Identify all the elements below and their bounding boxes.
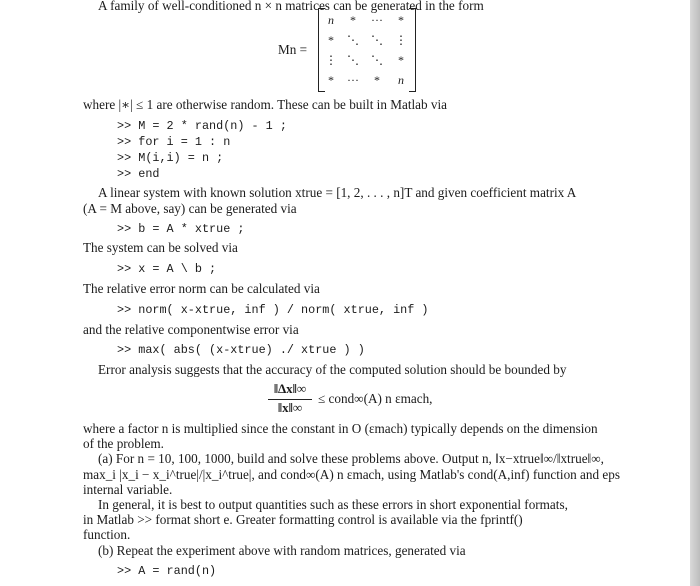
matrix-cell: * — [328, 73, 334, 87]
bound-rhs: ≤ cond∞(A) n εmach, — [318, 391, 433, 406]
code-line: >> for i = 1 : n — [117, 135, 231, 149]
intro-line: A family of well-conditioned n × n matrices can be generated in the form — [98, 0, 484, 13]
matrix-cell: ⋮ — [325, 53, 337, 67]
code-line: >> b = A * xtrue ; — [117, 222, 245, 236]
matrix-cell: ⋱ — [371, 53, 383, 67]
code-line: >> x = A \ b ; — [117, 262, 217, 276]
matrix-cell: ⋱ — [371, 33, 383, 47]
part-b-line: (b) Repeat the experiment above with random matrices, generated via — [98, 543, 466, 558]
matrix-Mn — [318, 8, 416, 90]
code-line: >> max( abs( (x-xtrue) ./ xtrue ) ) — [117, 343, 365, 357]
relative-error-text: The relative error norm can be calculated via — [83, 281, 320, 296]
solve-text: The system can be solved via — [83, 240, 238, 255]
matrix-cell: * — [328, 33, 334, 47]
matrix-cell: * — [398, 53, 404, 67]
general-line: function. — [83, 527, 131, 542]
componentwise-error-text: and the relative componentwise error via — [83, 322, 299, 337]
linear-system-line: A linear system with known solution xtrue = [1, 2, . . . , n]T and given coefficient matrix A — [98, 185, 577, 200]
code-line: >> norm( x-xtrue, inf ) / norm( xtrue, inf ) — [117, 303, 429, 317]
general-line: in Matlab >> format short e. Greater formatting control is available via the fprintf() — [83, 512, 523, 527]
matrix-cell: * — [374, 73, 380, 87]
matrix-cell: ··· — [371, 13, 383, 27]
error-analysis-text: Error analysis suggests that the accuracy of the computed solution should be bounded by — [98, 362, 567, 377]
matrix-cell: ··· — [347, 73, 359, 87]
matrix-cell: n — [398, 73, 404, 87]
part-a-line: max_i |x_i − x_i^true|/|x_i^true|, and cond∞(A) n εmach, using Matlab's cond(A,inf) function and eps — [83, 467, 620, 482]
code-line: >> M = 2 * rand(n) - 1 ; — [117, 119, 287, 133]
general-line: In general, it is best to output quantities such as these errors in short exponential formats, — [98, 497, 568, 512]
code-line: >> M(i,i) = n ; — [117, 151, 224, 165]
matrix-cell: * — [350, 13, 356, 27]
right-bracket — [409, 8, 416, 92]
code-line: >> end — [117, 167, 160, 181]
matrix-cell: * — [398, 13, 404, 27]
where-factor-line: where a factor n is multiplied since the constant in O (εmach) typically depends on the dimension — [83, 421, 598, 436]
bound-denominator: ‖x‖∞ — [277, 400, 303, 415]
matrix-cell: n — [328, 13, 334, 27]
linear-system-line: (A = M above, say) can be generated via — [83, 201, 297, 216]
bound-numerator: ‖Δx‖∞ — [273, 381, 307, 396]
matrix-cell: ⋮ — [395, 33, 407, 47]
matrix-cell: ⋱ — [347, 33, 359, 47]
part-a-line: internal variable. — [83, 482, 173, 497]
code-line: >> A = rand(n) — [117, 564, 217, 578]
where-factor-line: of the problem. — [83, 436, 164, 451]
where-line: where |∗| ≤ 1 are otherwise random. These can be built in Matlab via — [83, 97, 447, 112]
page-edge-shadow — [690, 0, 700, 586]
part-a-line: (a) For n = 10, 100, 1000, build and solve these problems above. Output n, ‖x−xtrue‖∞/‖xtrue‖∞, — [98, 451, 604, 466]
matrix-label: Mn = — [278, 42, 308, 57]
matrix-cell: ⋱ — [347, 53, 359, 67]
